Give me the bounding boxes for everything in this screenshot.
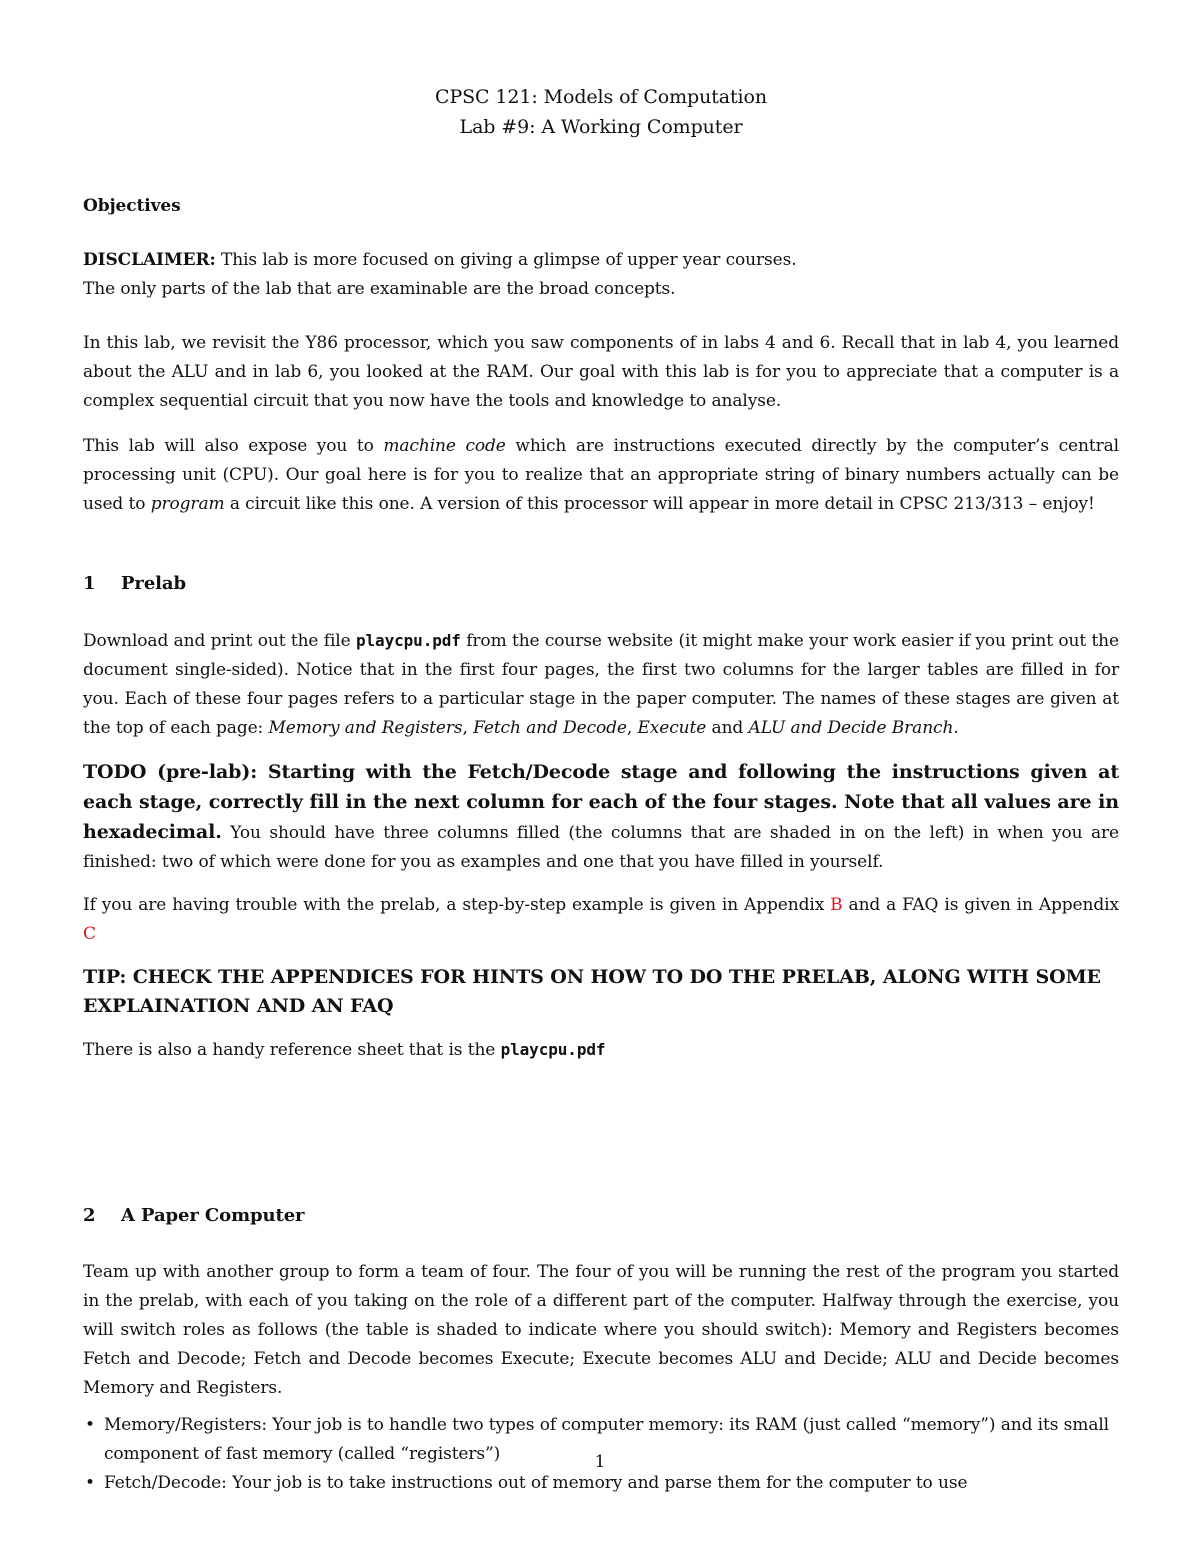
paper-computer-paragraph: Team up with another group to form a team of four. The four of you will be running the rest of the program you started in the prelab, with each of you taking on the role of a different part of the computer. Halfway through the exercise, you will switch roles as follows (the table is shaded to indicate where you should switch): Memory and Registers becomes Fetch and Decode; Fetch and Decode becomes Execute; Execute becomes ALU and Decide; ALU and Decide becomes Memory and Registers. — [83, 1262, 1119, 1398]
section-title: Prelab — [121, 573, 186, 594]
text-run: . — [953, 718, 959, 738]
text-run: Download and print out the file — [83, 631, 356, 651]
disclaimer-paragraph — [83, 246, 1119, 304]
stage-name: Fetch and Decode — [473, 718, 627, 738]
section-number: 1 — [83, 573, 96, 594]
page-number: 1 — [594, 1452, 606, 1472]
intro-paragraph: In this lab, we revisit the Y86 processor, which you saw components of in labs 4 and 6. Recall that in lab 4, you learned about the ALU and in lab 6, you looked at the RAM. Our goal with this lab is for you to appreciate that a computer is a complex sequential circuit that you now have the tools and knowledge to analyse. — [83, 333, 1119, 411]
bullet-icon: • — [85, 1473, 95, 1493]
section-heading-paper-computer — [83, 1201, 1119, 1230]
section-title: A Paper Computer — [121, 1205, 305, 1226]
todo-instruction: TODO (pre-lab): Starting with the Fetch/Decode stage and following the instructions given at each stage, correctly fill in the next column for each of the four stages. Note that all values are in hexadecimal. — [83, 761, 1119, 843]
trouble-paragraph — [83, 891, 1119, 949]
text-run: There is also a handy reference sheet that is the — [83, 1040, 501, 1060]
text-run: You should have three columns filled (the columns that are shaded in on the left) in when you are finished: two of which were done for you as examples and one that you have filled in yourself. — [83, 823, 1119, 872]
list-item-text: Fetch/Decode: Your job is to take instructions out of memory and parse them for the computer to use — [104, 1473, 968, 1493]
text-run: and a FAQ is given in Appendix — [842, 895, 1119, 915]
program-term: program — [150, 494, 225, 514]
lab-title: Lab #9: A Working Computer — [459, 116, 743, 138]
file-name: playcpu.pdf — [355, 631, 461, 650]
reference-paragraph — [83, 1035, 1119, 1065]
stage-name: ALU and Decide Branch — [748, 718, 954, 738]
text-run: This lab will also expose you to — [83, 436, 384, 456]
machine-code-paragraph — [83, 432, 1119, 519]
objectives-heading: Objectives — [83, 196, 181, 216]
appendix-c-link[interactable]: C — [83, 924, 96, 944]
stage-name: Execute — [637, 718, 707, 738]
text-run: from the course website (it might make your work easier if you print out the document single-sided). Notice that in the first four pages, the first two columns for the larger tables are filled in for you. Each of these four pages refers to a particular stage in the paper computer. The names of these stages are given at the top of each page: — [83, 631, 1119, 738]
stage-name: Memory and Registers — [268, 718, 463, 738]
disclaimer-label: DISCLAIMER: — [83, 250, 216, 270]
disclaimer-line-2: The only parts of the lab that are examinable are the broad concepts. — [83, 279, 676, 299]
machine-code-term: machine code — [383, 436, 506, 456]
text-run: a circuit like this one. A version of this processor will appear in more detail in CPSC 213/313 – enjoy! — [224, 494, 1095, 514]
course-title: CPSC 121: Models of Computation — [435, 86, 767, 108]
section-heading-prelab — [83, 569, 1119, 598]
section-number: 2 — [83, 1205, 96, 1226]
list-item — [83, 1469, 1119, 1498]
text-run: which are instructions executed directly by the computer’s central processing unit (CPU). Our goal here is for you to realize that an appropriate string of binary numbers actually can be used to — [83, 436, 1119, 514]
bullet-icon: • — [85, 1415, 95, 1435]
text-run: , — [462, 718, 474, 738]
list-item-text: Memory/Registers: Your job is to handle two types of computer memory: its RAM (just called “memory”) and its small component of fast memory (called “registers”) — [104, 1415, 1110, 1464]
todo-paragraph — [83, 758, 1119, 877]
prelab-paragraph — [83, 626, 1119, 743]
text-run: , — [626, 718, 638, 738]
disclaimer-line-1: This lab is more focused on giving a glimpse of upper year courses. — [215, 250, 797, 270]
text-run: and — [706, 718, 749, 738]
page-content — [83, 82, 1119, 1498]
appendix-b-link[interactable]: B — [830, 895, 843, 915]
tip-paragraph: TIP: CHECK THE APPENDICES FOR HINTS ON HOW TO DO THE PRELAB, ALONG WITH SOME EXPLAINATION AND AN FAQ — [83, 966, 1101, 1017]
text-run: If you are having trouble with the prelab, a step-by-step example is given in Appendix — [83, 895, 831, 915]
file-name: playcpu.pdf — [500, 1040, 606, 1059]
